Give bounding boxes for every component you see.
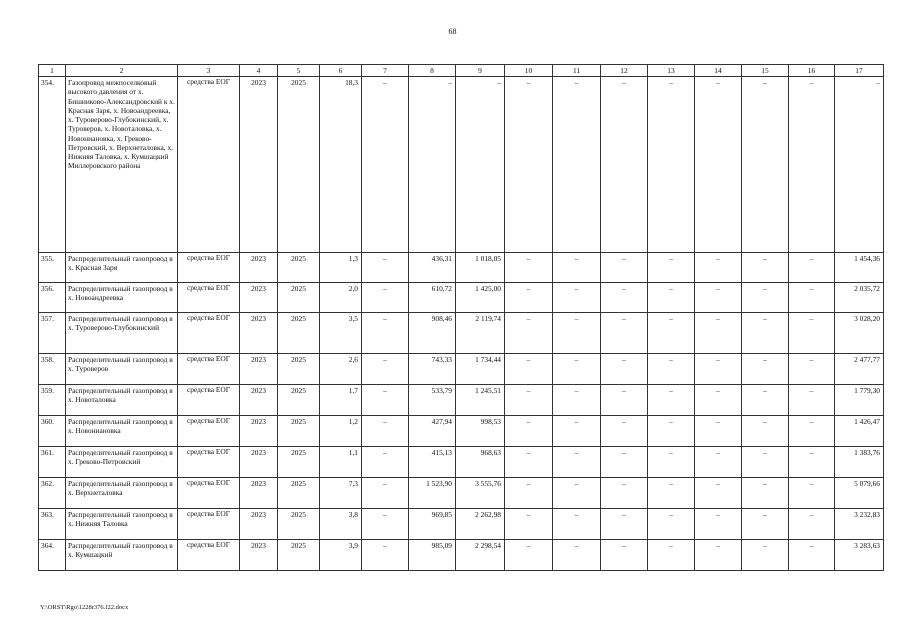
table-cell: – (505, 77, 553, 253)
table-cell: средства ЕОГ (178, 77, 240, 253)
table-cell: 1,3 (320, 253, 362, 283)
data-table (38, 64, 884, 571)
object-name-cell: Распределительный газопровод в х. Нижняя Таловка (66, 509, 178, 540)
header-row (39, 65, 884, 77)
table-cell: – (505, 354, 553, 385)
table-cell: 3,5 (320, 313, 362, 354)
table-row (39, 77, 884, 253)
row-number-cell: 364. (39, 540, 66, 571)
table-cell: 1 383,76 (835, 447, 884, 478)
table-cell: – (648, 447, 695, 478)
footer-file-path: Y:\ORST\Rgo\1228r376.f22.docx (40, 604, 129, 611)
table-cell: – (553, 313, 601, 354)
header-cell: 12 (601, 65, 648, 77)
table-cell: – (695, 540, 742, 571)
table-cell: – (648, 416, 695, 447)
table-row (39, 509, 884, 540)
table-cell: 3 555,76 (456, 478, 505, 509)
table-cell: 2023 (240, 385, 278, 416)
table-cell: – (648, 283, 695, 313)
table-cell: – (789, 354, 835, 385)
table-cell: 3 283,63 (835, 540, 884, 571)
table-cell: 427,94 (409, 416, 456, 447)
table-cell: – (648, 540, 695, 571)
header-cell: 6 (320, 65, 362, 77)
table-cell: 3 232,83 (835, 509, 884, 540)
row-number-cell: 360. (39, 416, 66, 447)
table-cell: – (648, 385, 695, 416)
table-cell: – (601, 416, 648, 447)
table-cell: – (409, 77, 456, 253)
table-cell: – (601, 385, 648, 416)
table-cell: – (742, 509, 789, 540)
object-name-cell: Распределительный газопровод в х. Грековo-Петровский (66, 447, 178, 478)
table-cell: 5 079,66 (835, 478, 884, 509)
table-cell: – (789, 283, 835, 313)
table-cell: 2023 (240, 253, 278, 283)
table-cell: 969,85 (409, 509, 456, 540)
table-cell: 3,9 (320, 540, 362, 571)
table-cell: средства ЕОГ (178, 416, 240, 447)
object-name-cell: Распределительный газопровод в х. Новоталовка (66, 385, 178, 416)
table-cell: средства ЕОГ (178, 253, 240, 283)
table-cell: средства ЕОГ (178, 478, 240, 509)
table-cell: 436,31 (409, 253, 456, 283)
table-cell: 1,1 (320, 447, 362, 478)
row-number-cell: 358. (39, 354, 66, 385)
table-cell: 2025 (278, 77, 320, 253)
table-cell: – (742, 540, 789, 571)
table-cell: 2023 (240, 509, 278, 540)
table-cell: – (601, 447, 648, 478)
table-cell: 2 298,54 (456, 540, 505, 571)
table-cell: – (789, 416, 835, 447)
object-name-cell: Распределительный газопровод в х. Новоандреевка (66, 283, 178, 313)
table-cell: – (601, 354, 648, 385)
table-cell: 2025 (278, 540, 320, 571)
table-cell: – (362, 509, 409, 540)
table-cell: 2025 (278, 283, 320, 313)
table-cell: – (601, 540, 648, 571)
table-row (39, 385, 884, 416)
table-row (39, 416, 884, 447)
table-cell: – (648, 77, 695, 253)
header-cell: 3 (178, 65, 240, 77)
table-cell: – (601, 313, 648, 354)
table-cell: 2023 (240, 354, 278, 385)
table-cell: 2023 (240, 313, 278, 354)
row-number-cell: 361. (39, 447, 66, 478)
table-cell: – (553, 77, 601, 253)
table-cell: 1 245,51 (456, 385, 505, 416)
object-name-cell: Распределительный газопровод в х. Кумшацкий (66, 540, 178, 571)
table-cell: 3 028,20 (835, 313, 884, 354)
table-cell: 1 454,36 (835, 253, 884, 283)
table-cell: – (648, 354, 695, 385)
table-cell: – (362, 478, 409, 509)
table-cell: – (742, 447, 789, 478)
header-cell: 15 (742, 65, 789, 77)
table-cell: – (789, 447, 835, 478)
table-cell: 2025 (278, 253, 320, 283)
header-cell: 7 (362, 65, 409, 77)
row-number-cell: 359. (39, 385, 66, 416)
table-cell: – (648, 253, 695, 283)
table-cell: 998,53 (456, 416, 505, 447)
table-cell: 2023 (240, 540, 278, 571)
table-cell: – (553, 540, 601, 571)
header-cell: 5 (278, 65, 320, 77)
table-cell: – (553, 385, 601, 416)
object-name-cell: Распределительный газопровод в х. Красная Заря (66, 253, 178, 283)
row-number-cell: 357. (39, 313, 66, 354)
table-cell: – (789, 509, 835, 540)
table-cell: – (553, 253, 601, 283)
table-cell: – (648, 478, 695, 509)
table-cell: – (362, 385, 409, 416)
table-cell: 2025 (278, 313, 320, 354)
table-cell: – (553, 509, 601, 540)
table-cell: – (505, 447, 553, 478)
table-cell: 1 523,90 (409, 478, 456, 509)
table-cell: – (553, 354, 601, 385)
table-cell: 1 018,05 (456, 253, 505, 283)
table-cell: – (505, 385, 553, 416)
table-cell: – (505, 283, 553, 313)
table-cell: 968,63 (456, 447, 505, 478)
row-number-cell: 363. (39, 509, 66, 540)
table-cell: 2,0 (320, 283, 362, 313)
table-cell: средства ЕОГ (178, 385, 240, 416)
table-cell: – (742, 478, 789, 509)
table-cell: – (553, 416, 601, 447)
table-cell: – (695, 313, 742, 354)
table-cell: 2,6 (320, 354, 362, 385)
table-cell: – (742, 253, 789, 283)
table-cell: – (601, 283, 648, 313)
table-cell: – (362, 77, 409, 253)
table-cell: – (505, 478, 553, 509)
table-cell: – (601, 77, 648, 253)
table-cell: средства ЕОГ (178, 283, 240, 313)
object-name-cell: Газопровод межпоселковый высокого давления от х. Бишииково-Александровский к х. Красная Заря, х. Новоандреевка, х. Туроверово-Глубокинский, х. Туроверов, х. Новоталовка, х. Новониановка, х. Греково-Петровский, х. Верхнеталовка, х. Нижняя Таловка, х. Кумшацкий Миллеровского района (66, 77, 178, 253)
table-cell: – (789, 478, 835, 509)
table-cell: – (789, 253, 835, 283)
table-cell: – (362, 313, 409, 354)
table-cell: – (362, 540, 409, 571)
table-cell: – (553, 478, 601, 509)
object-name-cell: Распределительный газопровод в х. Туроверово-Глубокинский (66, 313, 178, 354)
table-row (39, 540, 884, 571)
row-number-cell: 356. (39, 283, 66, 313)
header-cell: 10 (505, 65, 553, 77)
table-row (39, 478, 884, 509)
table-cell: – (695, 283, 742, 313)
table-cell: 2 119,74 (456, 313, 505, 354)
row-number-cell: 362. (39, 478, 66, 509)
table-cell: – (695, 416, 742, 447)
table-row (39, 313, 884, 354)
table-cell: средства ЕОГ (178, 540, 240, 571)
object-name-cell: Распределительный газопровод в х. Верхнеталовка (66, 478, 178, 509)
table-cell: – (742, 283, 789, 313)
header-cell: 8 (409, 65, 456, 77)
header-cell: 16 (789, 65, 835, 77)
table-cell: – (835, 77, 884, 253)
table-cell: средства ЕОГ (178, 509, 240, 540)
table-cell: – (742, 313, 789, 354)
table-cell: 18,3 (320, 77, 362, 253)
table-cell: – (695, 385, 742, 416)
table-cell: 2 035,72 (835, 283, 884, 313)
table-cell: – (601, 253, 648, 283)
table-cell: – (553, 447, 601, 478)
table-cell: 985,09 (409, 540, 456, 571)
table-cell: – (362, 416, 409, 447)
table-cell: 2025 (278, 416, 320, 447)
table-cell: – (789, 77, 835, 253)
table-row (39, 283, 884, 313)
header-cell: 4 (240, 65, 278, 77)
table-cell: – (789, 540, 835, 571)
table-cell: 3,8 (320, 509, 362, 540)
table-cell: средства ЕОГ (178, 354, 240, 385)
table-cell: – (695, 253, 742, 283)
table-cell: – (362, 354, 409, 385)
table-cell: – (456, 77, 505, 253)
page-number: 68 (448, 27, 457, 36)
table-cell: – (695, 447, 742, 478)
table-cell: – (601, 478, 648, 509)
table-cell: средства ЕОГ (178, 447, 240, 478)
table-cell: – (789, 385, 835, 416)
header-cell: 11 (553, 65, 601, 77)
table-cell: 2023 (240, 447, 278, 478)
table-cell: 1,2 (320, 416, 362, 447)
table-cell: 2023 (240, 478, 278, 509)
table-cell: 2025 (278, 478, 320, 509)
table-cell: 2025 (278, 509, 320, 540)
table-cell: – (695, 478, 742, 509)
table-cell: 2023 (240, 283, 278, 313)
header-cell: 14 (695, 65, 742, 77)
row-number-cell: 354. (39, 77, 66, 253)
table-cell: – (695, 354, 742, 385)
table-cell: – (695, 509, 742, 540)
header-cell: 9 (456, 65, 505, 77)
table-cell: – (742, 77, 789, 253)
table-cell: 2 262,98 (456, 509, 505, 540)
table-cell: 1 426,47 (835, 416, 884, 447)
table-cell: – (695, 77, 742, 253)
table-cell: – (362, 283, 409, 313)
table-cell: 2023 (240, 416, 278, 447)
table-cell: 1,7 (320, 385, 362, 416)
table-cell: средства ЕОГ (178, 313, 240, 354)
table-cell: – (648, 313, 695, 354)
table-cell: – (505, 540, 553, 571)
object-name-cell: Распределительный газопровод в х. Туроверов (66, 354, 178, 385)
header-cell: 1 (39, 65, 66, 77)
table-cell: – (648, 509, 695, 540)
table-cell: – (742, 354, 789, 385)
table-cell: 2023 (240, 77, 278, 253)
object-name-cell: Распределительный газопровод в х. Новониановка (66, 416, 178, 447)
table-cell: 2 477,77 (835, 354, 884, 385)
header-cell: 2 (66, 65, 178, 77)
table-cell: 743,33 (409, 354, 456, 385)
table-cell: – (505, 509, 553, 540)
table-row (39, 447, 884, 478)
table-cell: 2025 (278, 354, 320, 385)
table-cell: – (505, 313, 553, 354)
table-cell: – (742, 385, 789, 416)
row-number-cell: 355. (39, 253, 66, 283)
table-cell: 610,72 (409, 283, 456, 313)
table-cell: – (553, 283, 601, 313)
table-cell: 7,3 (320, 478, 362, 509)
table-cell: – (742, 416, 789, 447)
table-row (39, 253, 884, 283)
table-cell: 415,13 (409, 447, 456, 478)
table-cell: – (505, 416, 553, 447)
table-cell: 2025 (278, 447, 320, 478)
header-cell: 13 (648, 65, 695, 77)
header-cell: 17 (835, 65, 884, 77)
table-cell: – (505, 253, 553, 283)
table-cell: – (362, 447, 409, 478)
table-cell: 533,79 (409, 385, 456, 416)
table-cell: 1 779,30 (835, 385, 884, 416)
table-cell: 908,46 (409, 313, 456, 354)
table-cell: 1 734,44 (456, 354, 505, 385)
table-cell: – (789, 313, 835, 354)
table-cell: 1 425,00 (456, 283, 505, 313)
table-cell: 2025 (278, 385, 320, 416)
table-cell: – (601, 509, 648, 540)
table-row (39, 354, 884, 385)
table-cell: – (362, 253, 409, 283)
